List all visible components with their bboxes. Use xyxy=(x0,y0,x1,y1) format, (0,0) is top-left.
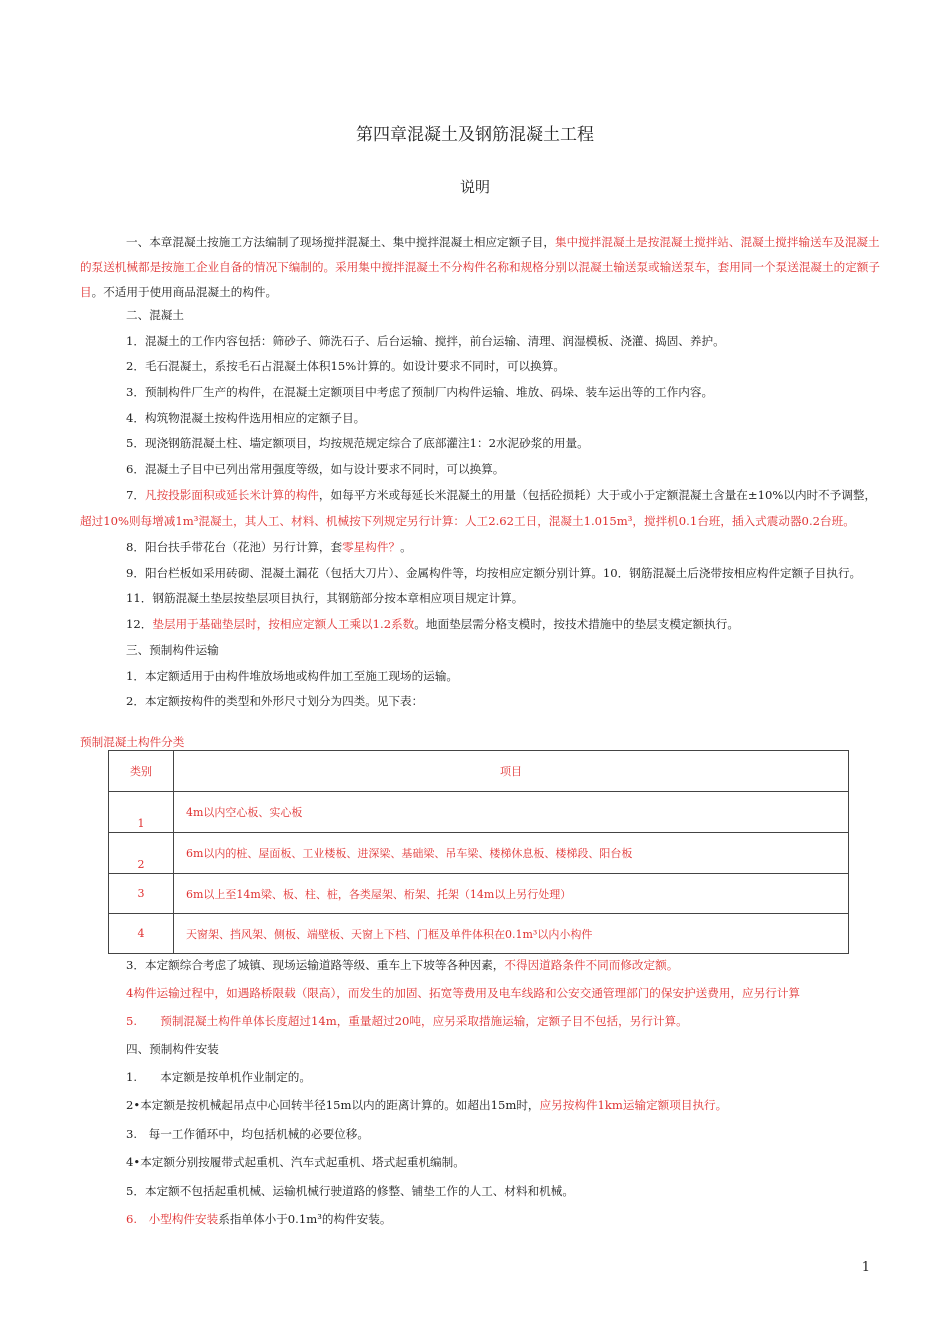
install-item-4: 4•本定额分别按履带式起重机、汽车式起重机、塔式起重机编制。 xyxy=(126,1155,465,1169)
transport-item-3 xyxy=(126,958,678,972)
table-row xyxy=(109,874,849,914)
item-i2-highlight: 应另按构件1km运输定额项目执行。 xyxy=(539,1098,728,1112)
item-12-highlight: 垫层用于基础垫层时，按相应定额人工乘以1.2系数 xyxy=(152,617,415,631)
row-category: 4 xyxy=(109,914,174,954)
table-header-row xyxy=(109,751,849,792)
row-item: 6m以上至14m梁、板、柱、桩，各类屋架、桁架、托架（14m以上另行处理） xyxy=(174,874,849,914)
concrete-item-4: 4．构筑物混凝土按构件选用相应的定额子目。 xyxy=(126,411,366,425)
header-item: 项目 xyxy=(174,751,849,792)
item-t3-highlight: 不得因道路条件不同而修改定额。 xyxy=(504,958,679,972)
page-number: 1 xyxy=(861,1260,870,1275)
row-item: 天窗架、挡风架、侧板、端壁板、天窗上下档、门框及单件体积在0.1m³以内小构件 xyxy=(174,914,849,954)
item-7-highlight: 凡按投影面积或延长米计算的构件 xyxy=(144,488,319,502)
install-item-6 xyxy=(126,1212,391,1226)
transport-item-2: 2．本定额按构件的类型和外形尺寸划分为四类。见下表： xyxy=(126,694,424,708)
concrete-item-9: 9．阳台栏板如采用砖砌、混凝土漏花（包括大刀片）、金属构件等，均按相应定额分别计算。10．钢筋混凝土后浇带按相应构件定额子目执行。 xyxy=(126,566,862,580)
row-item: 4m以内空心板、实心板 xyxy=(174,792,849,833)
concrete-item-3: 3．预制构件厂生产的构件，在混凝土定额项目中考虑了预制厂内构件运输、堆放、码垛、装车运出等的工作内容。 xyxy=(126,385,714,399)
intro-highlight: 集中搅拌混凝土是按混凝土搅拌站、混凝土搅拌输送车及混凝土的泵送机械都是按施工企业自备的情况下编制的。采用集中搅拌混凝土不分构件名称和规格分别以混凝土输送泵或输送泵车，套用同一个泵送混凝土的定额子目 xyxy=(80,235,880,299)
install-item-1: 1. 本定额是按单机作业制定的。 xyxy=(126,1070,311,1084)
row-category: 3 xyxy=(109,874,174,914)
item-12-number: 12． xyxy=(126,617,153,631)
item-8-highlight: 零星构件？ xyxy=(342,540,401,554)
concrete-item-2: 2．毛石混凝土，系按毛石占混凝土体积15%计算的。如设计要求不同时，可以换算。 xyxy=(126,359,565,373)
section-subtitle: 说明 xyxy=(459,178,490,196)
concrete-item-7 xyxy=(126,488,876,502)
item-i2-text: 2•本定额是按机械起吊点中心回转半径15m以内的距离计算的。如超出15m时， xyxy=(126,1098,540,1112)
item-i6-text: 系指单体小于0.1m³的构件安装。 xyxy=(218,1212,392,1226)
table-row xyxy=(109,914,849,954)
component-class-table xyxy=(108,750,849,954)
transport-item-5: 5. 预制混凝土构件单体长度超过14m，重量超过20吨，应另采取措施运输，定额子目不包括，另行计算。 xyxy=(126,1014,688,1028)
section-heading-4: 四、预制构件安装 xyxy=(126,1042,219,1056)
item-12-text: 。地面垫层需分格支模时，按技术措施中的垫层支模定额执行。 xyxy=(414,617,739,631)
install-item-3: 3. 每一工作循环中，均包括机械的必要位移。 xyxy=(126,1127,369,1141)
item-7-text: ，如每平方米或每延长米混凝土的用量（包括砼损耗）大于或小于定额混凝土含量在±10%以内时不予调整， xyxy=(318,488,877,502)
concrete-item-8 xyxy=(126,540,412,554)
chapter-title: 第四章混凝土及钢筋混凝土工程 xyxy=(356,125,594,145)
concrete-item-5: 5．现浇钢筋混凝土柱、墙定额项目，均按规范规定综合了底部灌注1：2水泥砂浆的用量。 xyxy=(126,436,589,450)
install-item-2 xyxy=(126,1098,727,1112)
row-item: 6m以内的桩、屋面板、工业楼板、进深梁、基础梁、吊车梁、楼梯休息板、楼梯段、阳台板 xyxy=(174,833,849,874)
header-category: 类别 xyxy=(109,751,174,792)
concrete-item-1: 1．混凝土的工作内容包括：筛砂子、筛洗石子、后台运输、搅拌，前台运输、清理、润湿模板、浇灌、捣固、养护。 xyxy=(126,334,725,348)
install-item-5: 5．本定额不包括起重机械、运输机械行驶道路的修整、铺垫工作的人工、材料和机械。 xyxy=(126,1184,574,1198)
intro-end: 。不适用于使用商品混凝土的构件。 xyxy=(91,285,278,299)
table-caption: 预制混凝土构件分类 xyxy=(80,735,185,749)
concrete-item-7-continued: 超过10%则每增减1m³混凝土，其人工、材料、机械按下列规定另行计算：人工2.62工日，混凝土1.015m³，搅拌机0.1台班，插入式震动器0.2台班。 xyxy=(80,514,855,528)
concrete-item-12 xyxy=(126,617,739,631)
table-row xyxy=(109,792,849,833)
table-row xyxy=(109,833,849,874)
row-category: 2 xyxy=(109,833,174,874)
concrete-item-6: 6．混凝土子目中已列出常用强度等级，如与设计要求不同时，可以换算。 xyxy=(126,462,505,476)
concrete-item-11: 11．钢筋混凝土垫层按垫层项目执行，其钢筋部分按本章相应项目规定计算。 xyxy=(126,591,524,605)
item-8-end: 。 xyxy=(400,540,412,554)
item-i6-highlight: 6. 小型构件安装 xyxy=(126,1212,219,1226)
item-8-text: 8．阳台扶手带花台（花池）另行计算，套 xyxy=(126,540,343,554)
item-t3-text: 3．本定额综合考虑了城镇、现场运输道路等级、重车上下坡等各种因素， xyxy=(126,958,505,972)
item-7-number: 7． xyxy=(126,488,145,502)
section-heading-3: 三、预制构件运输 xyxy=(126,643,219,657)
section-heading-2: 二、混凝土 xyxy=(126,308,184,322)
row-category: 1 xyxy=(109,792,174,833)
transport-item-1: 1．本定额适用于由构件堆放场地或构件加工至施工现场的运输。 xyxy=(126,669,459,683)
intro-paragraph xyxy=(80,230,880,305)
transport-item-4: 4构件运输过程中，如遇路桥限载（限高），而发生的加固、拓宽等费用及电车线路和公安交通管理部门的保安护送费用，应另行计算 xyxy=(126,986,801,1000)
intro-text: 一、本章混凝土按施工方法编制了现场搅拌混凝土、集中搅拌混凝土相应定额子目， xyxy=(126,235,555,249)
